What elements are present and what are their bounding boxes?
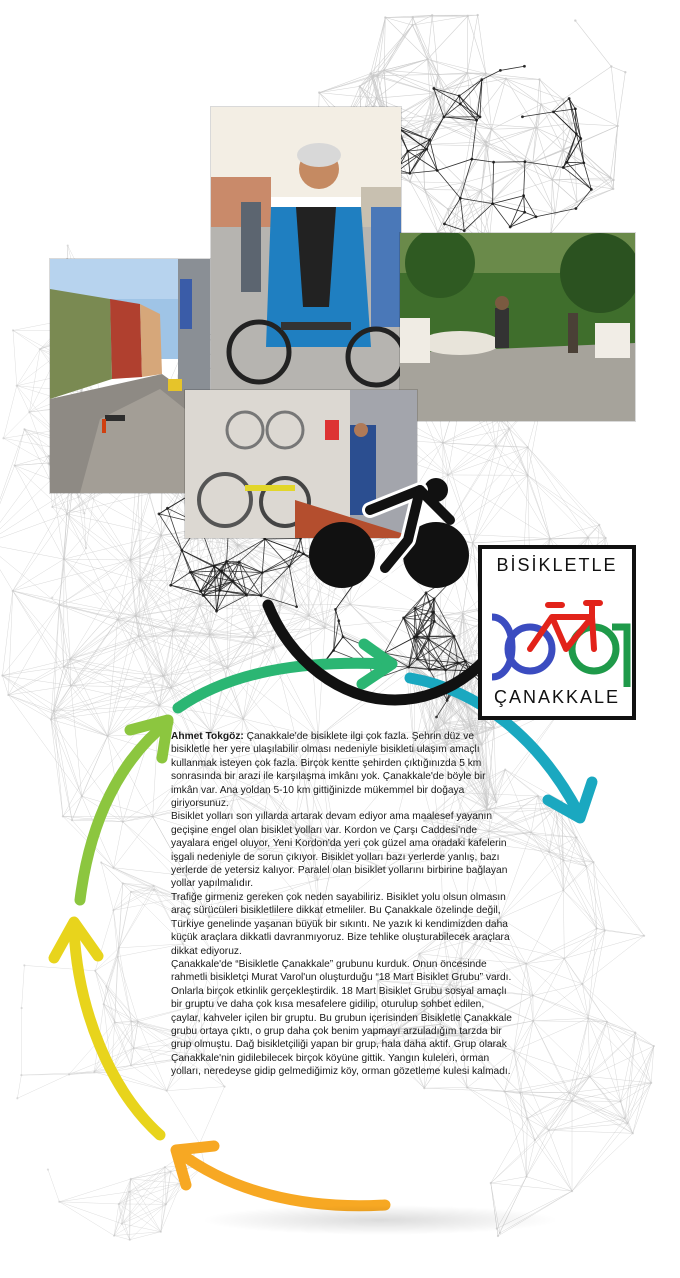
article-body <box>171 730 514 1079</box>
article-paragraph: Trafiğe girmeniz gereken çok neden sayabiliriz. Bisiklet yolu olsun olmasın araç sürücüleri bisikletlilere dikkat etmeliler. Bu Çanakkale özelinde değil, Türkiye genelinde yaşanan büyük bir sıkıntı. Ne yazık ki kendimizden daha küçük araçlara dikkatli davranmıyoruz. Bize tehlike oluşturabilecek araçlara dikkat ediyoruz. <box>171 891 510 957</box>
article-paragraph: Çanakkale'de “Bisikletle Çanakkale” grubunu kurduk. Onun öncesinde rahmetli bisikletçi Murat Varol'un oluşturduğu “18 Mart Bisiklet Grubu” vardı. Onlarla birçok etkinlik gerçekleştirdik. 18 Mart Bisiklet Grubu sosyal amaçlı bir gruptu ve daha çok kısa mesafelere gidilip, oturulup sohbet edilen, çaylar, kahveler içilen bir gruptu. Bu grubun içerisinden Bisikletle Çanakkale grubu ortaya çıktı, o grup daha çok benim yapmayı arzuladığım tarzda bir grup olmuştu. Dağ bisikletçiliği yapan bir grup, hala daha aktif. Grup olarak Çanakkale'nin gidilebilecek birçok köyüne gittik. Yangın kuleleri, orman yolları, neredeyse gidip gelmediğimiz köy, orman gözetleme kulesi kalmadı. <box>171 958 512 1078</box>
yellow-arrow <box>74 930 160 1135</box>
logo-top-text: BİSİKLETLE <box>496 555 618 575</box>
logo-bicycle-icon <box>482 577 632 687</box>
bottom-shadow <box>200 1205 560 1235</box>
bisikletle-canakkale-logo <box>478 545 636 720</box>
paragraph-text: Çanakkale'de bisiklete ilgi çok fazla. Şehrin düz ve bisikletle her yere ulaşılabilir olması nedeniyle bisikleti ulaşım amaçlı kullanmak isteyen çok fazla. Birçok kentte şehirden çıktığınızda 5 km sonrasında bir arazi ile karşılaşma imkânı yok. Çanakkale'de böyle bir imkân var. Ana yoldan 5-10 km gittiğinizde mükemmel bir doğaya giriyorsunuz. <box>171 731 486 810</box>
article-paragraph <box>171 730 514 810</box>
author-name: Ahmet Tokgöz: <box>171 731 244 742</box>
orange-arrow <box>180 1153 385 1206</box>
green-arrow <box>178 663 388 708</box>
lightgreen-arrow <box>80 722 168 900</box>
logo-bottom-text: ÇANAKKALE <box>493 687 621 707</box>
article-paragraph: Bisiklet yolları son yıllarda artarak devam ediyor ama maalesef yayanın geçişine engel olan bisiklet yolları var. Kordon ve Çarşı Caddesi'nde yayalara engel oluyor, Yeni Kordon'da yeri çok güzel ama oradaki kafelerin işgali nedeniyle de sorun çıkıyor. Bisiklet yolları bazı yerlerde yanlış, bazı yerlerde de yetersiz kalıyor. Paralel olan bisiklet yollarını birbirine bağlayan yollar yapılmalıdır. <box>171 811 508 890</box>
